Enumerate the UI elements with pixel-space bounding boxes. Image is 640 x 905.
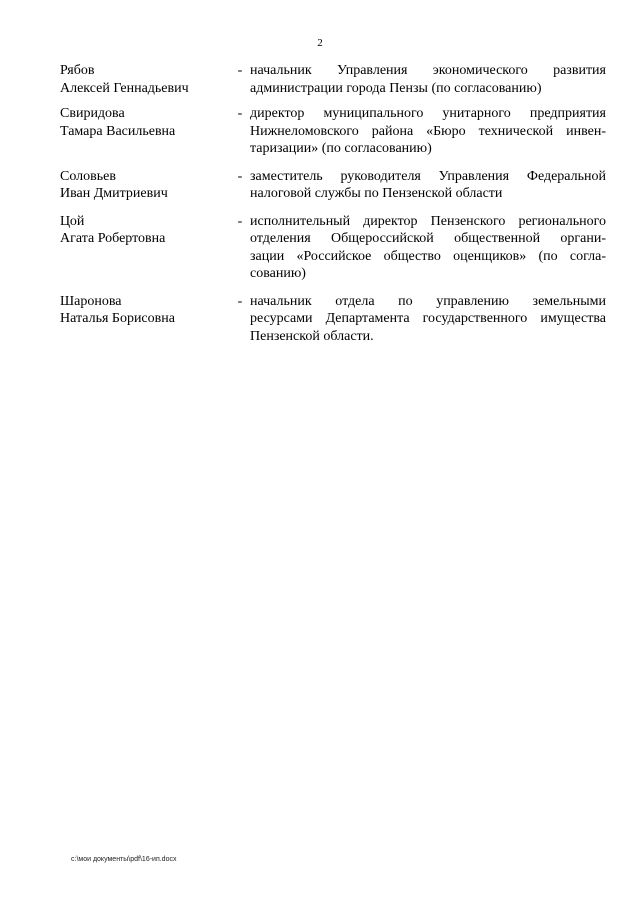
member-role: [248, 105, 606, 158]
member-name: [60, 62, 232, 97]
member-surname: Свиридова: [60, 106, 125, 121]
role-line: налоговой службы по Пензенской области: [250, 186, 503, 201]
member-entry-tsoy: [60, 213, 606, 283]
role-line: администрации города Пензы (по согласованию): [250, 80, 542, 96]
role-line: Нижнеломовского района «Бюро технической инвен-: [250, 123, 606, 139]
page-number: 2: [317, 37, 323, 49]
dash-separator: -: [237, 63, 243, 78]
member-name: [60, 293, 232, 346]
member-name: [60, 105, 232, 158]
member-role: [248, 213, 606, 283]
member-surname: Цой: [60, 213, 85, 229]
dash-separator: -: [237, 106, 243, 121]
dash-separator: -: [237, 293, 243, 309]
role-line: начальник Управления экономического развития: [250, 63, 606, 78]
role-line: исполнительный директор Пензенского регионального: [250, 213, 606, 229]
member-given-names: Тамара Васильевна: [60, 123, 176, 139]
role-line: отделения Общероссийской общественной органи-: [250, 231, 606, 246]
dash-separator: -: [237, 168, 243, 184]
role-line: директор муниципального унитарного предприятия: [250, 106, 606, 121]
member-name: [60, 168, 232, 203]
footer-file-path: c:\мои документы\pdf\16-ип.docx: [71, 856, 177, 863]
member-name: [60, 213, 232, 283]
member-role: [248, 293, 606, 346]
member-role: [248, 62, 606, 97]
role-line: зации «Российское общество оценщиков» (по согла-: [250, 248, 606, 264]
role-line: ресурсами Департамента государственного имущества: [250, 311, 606, 326]
member-given-names: Агата Робертовна: [60, 231, 166, 246]
member-entry-sviridova: [60, 105, 606, 158]
member-entry-solovyev: [60, 168, 606, 203]
member-entry-ryabov: [60, 62, 606, 97]
member-surname: Рябов: [60, 63, 95, 78]
member-given-names: Алексей Геннадьевич: [60, 80, 189, 96]
member-given-names: Иван Дмитриевич: [60, 186, 168, 201]
member-surname: Соловьев: [60, 168, 116, 184]
member-surname: Шаронова: [60, 293, 122, 309]
members-list: [60, 62, 606, 355]
role-line: сованию): [250, 266, 306, 281]
role-line: таризации» (по согласованию): [250, 141, 432, 156]
role-line: начальник отдела по управлению земельными: [250, 293, 606, 309]
member-role: [248, 168, 606, 203]
role-line: заместитель руководителя Управления Федеральной: [250, 168, 606, 184]
member-given-names: Наталья Борисовна: [60, 311, 175, 326]
role-line: Пензенской области.: [250, 328, 374, 344]
dash-separator: -: [237, 213, 243, 229]
member-entry-sharonova: [60, 293, 606, 346]
